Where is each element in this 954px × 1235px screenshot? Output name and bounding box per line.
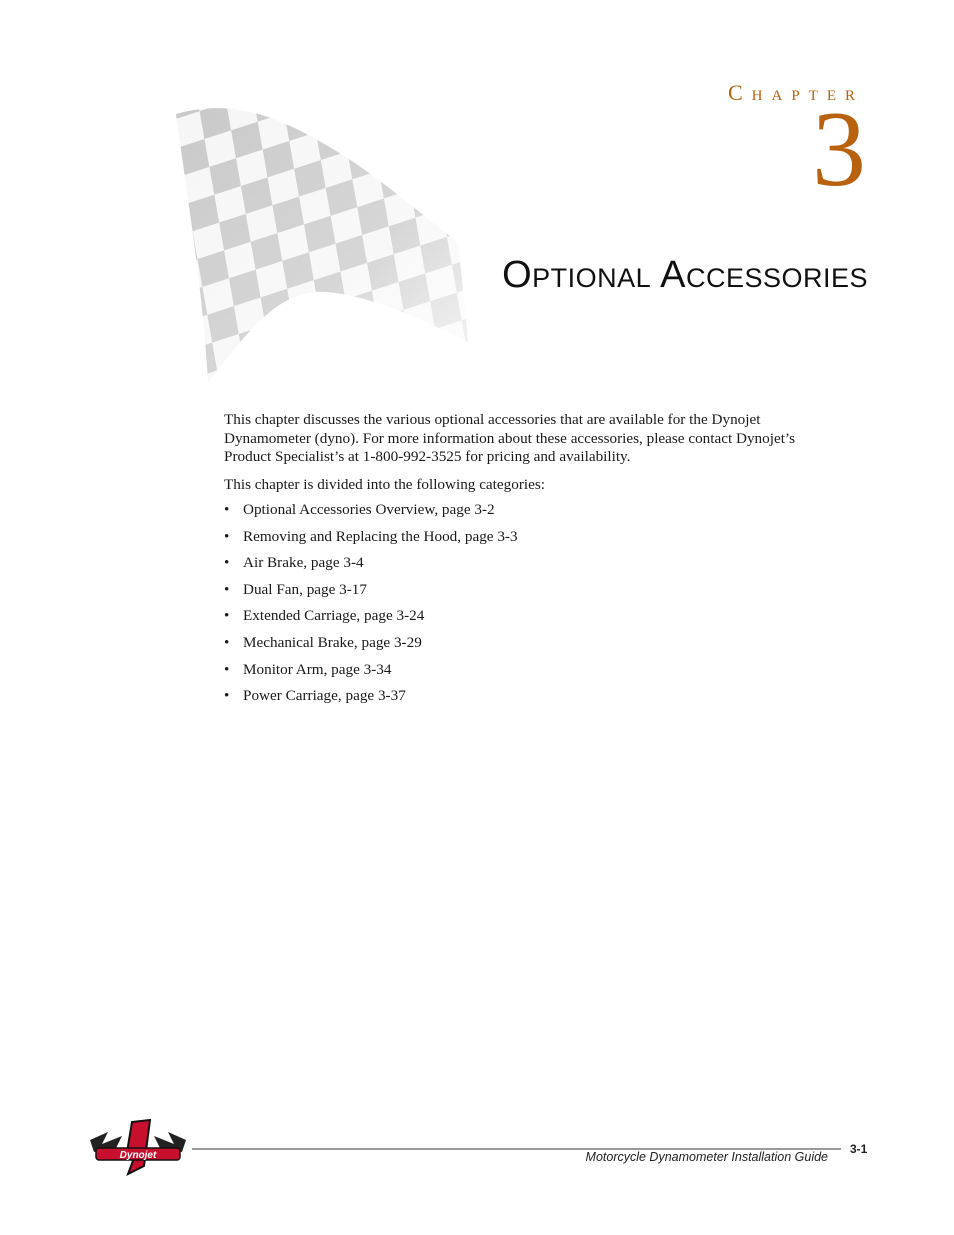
list-item-label: Dual Fan, page 3-17 — [243, 580, 367, 598]
list-item[interactable] — [224, 500, 518, 527]
bullet-icon: • — [224, 607, 230, 625]
bullet-icon: • — [224, 687, 230, 705]
list-item[interactable] — [224, 580, 518, 607]
dynojet-logo-icon — [88, 1118, 188, 1176]
list-item[interactable] — [224, 606, 518, 633]
bullet-icon: • — [224, 527, 230, 545]
list-item[interactable] — [224, 553, 518, 580]
list-item-label: Power Carriage, page 3-37 — [243, 687, 406, 705]
category-list — [224, 500, 518, 713]
chapter-label: Chapter — [727, 80, 864, 105]
list-item[interactable] — [224, 660, 518, 687]
list-item-label: Removing and Replacing the Hood, page 3-3 — [243, 527, 518, 545]
list-item[interactable] — [224, 686, 518, 713]
chapter-number: 3 — [812, 90, 866, 209]
bullet-icon: • — [224, 580, 230, 598]
bullet-icon: • — [224, 554, 230, 572]
list-item-label: Mechanical Brake, page 3-29 — [243, 633, 422, 651]
bullet-icon: • — [224, 660, 230, 678]
list-item[interactable] — [224, 633, 518, 660]
logo-text: Dynojet — [119, 1150, 157, 1161]
chapter-title: Optional Accessories — [502, 254, 868, 296]
list-item-label: Optional Accessories Overview, page 3-2 — [243, 501, 495, 518]
list-item-label: Monitor Arm, page 3-34 — [243, 660, 392, 678]
bullet-icon: • — [224, 501, 230, 518]
list-item-label: Air Brake, page 3-4 — [243, 554, 364, 572]
footer-title: Motorcycle Dynamometer Installation Guide — [585, 1150, 828, 1164]
page-number: 3-1 — [850, 1142, 868, 1156]
categories-lead: This chapter is divided into the following categories: — [224, 476, 545, 493]
intro-paragraph: This chapter discusses the various optional accessories that are available for the Dynojet Dynamometer (dyno). For more information about these accessories, please contact Dynojet’s Product Specialist’s at 1-800-992-3525 for pricing and availability. — [224, 411, 796, 466]
list-item-label: Extended Carriage, page 3-24 — [243, 607, 425, 625]
list-item[interactable] — [224, 527, 518, 554]
checkered-flag-icon — [168, 92, 488, 392]
bullet-icon: • — [224, 633, 230, 651]
